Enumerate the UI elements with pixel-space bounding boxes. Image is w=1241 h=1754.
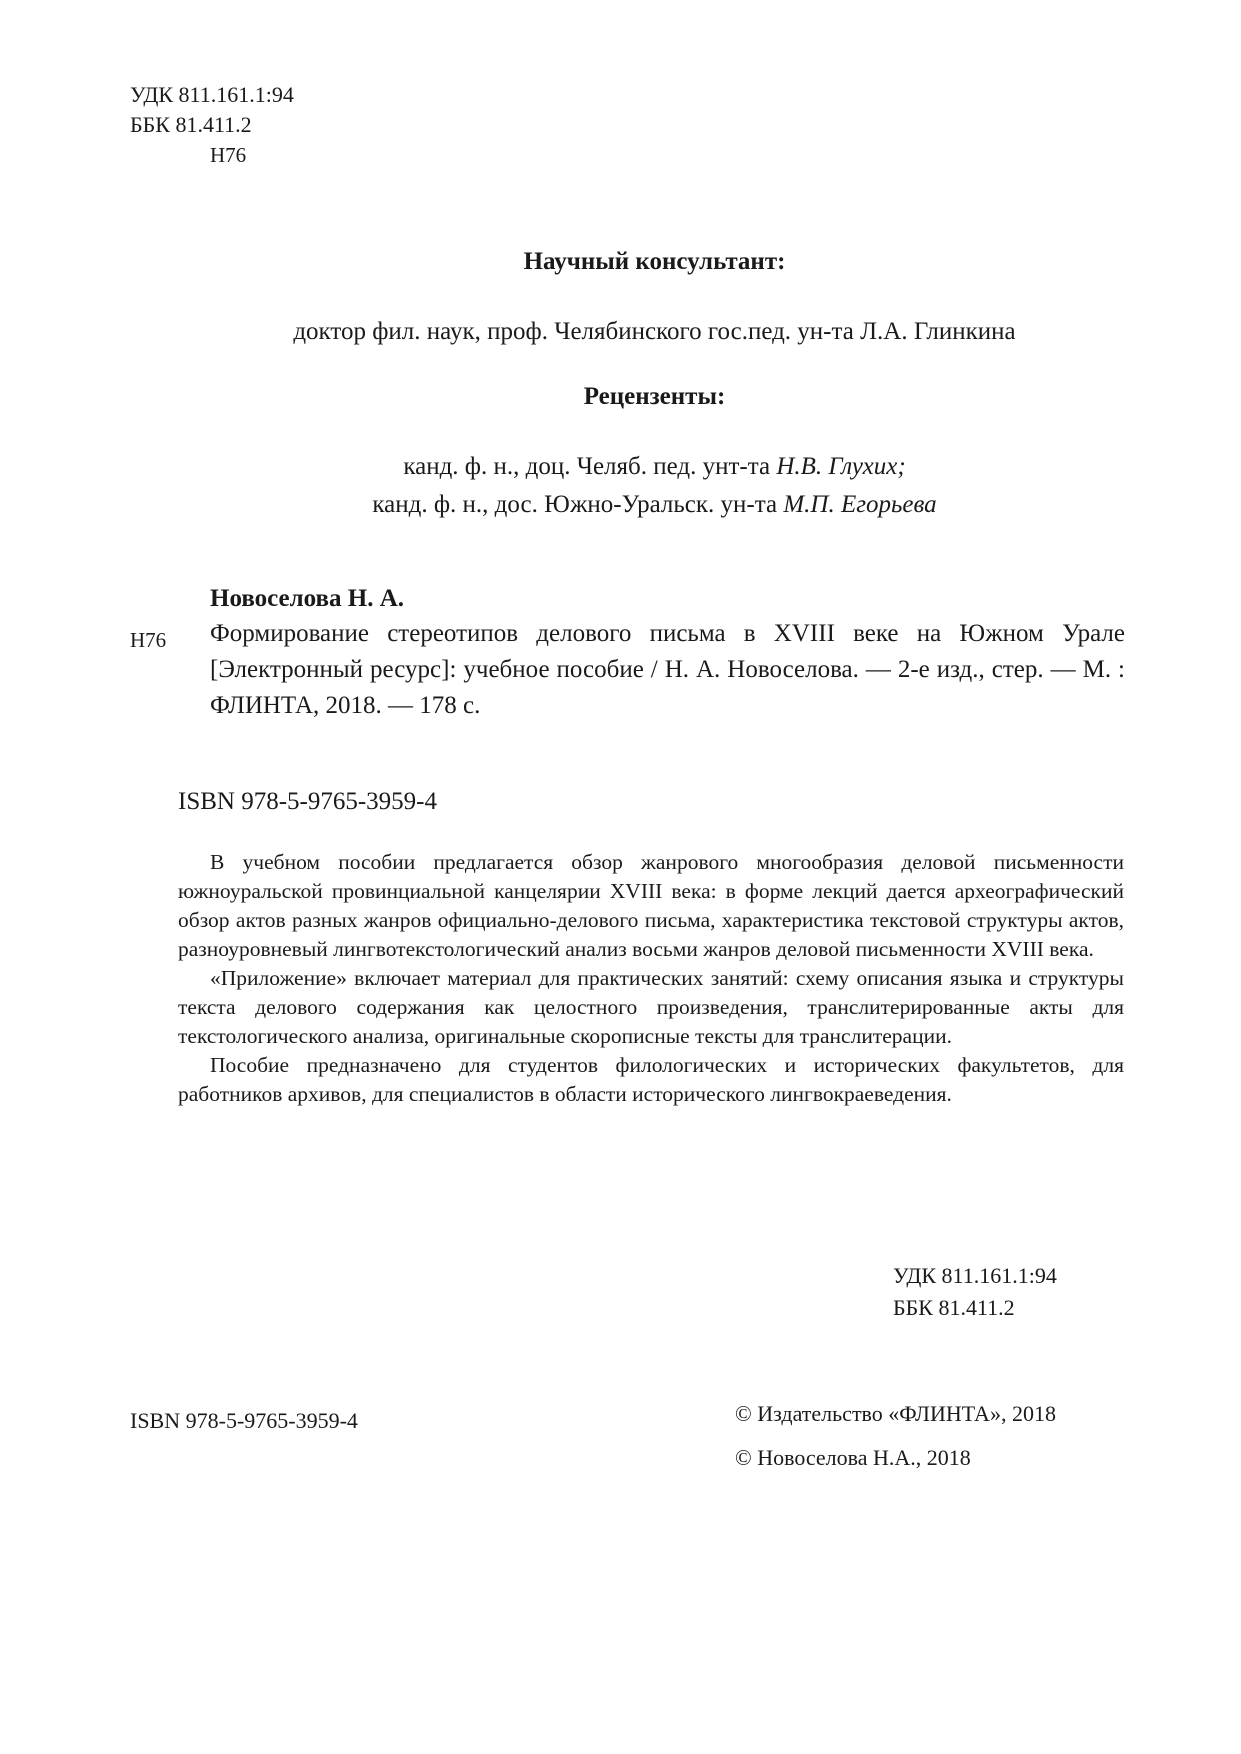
footer-bbk-code: ББК 81.411.2 — [893, 1295, 1015, 1320]
bibliographic-description: Формирование стереотипов делового письма в XVIII веке на Южном Урале [Электронный ресурс]: учебное пособие / Н. А. Новоселова. — 2-е изд., стер. — М. : ФЛИНТА, 2018. — 178 с. — [210, 620, 1125, 719]
reviewer-line — [68, 486, 1241, 524]
bibliography-index-code: Н76 — [130, 628, 167, 652]
reviewer-affiliation: канд. ф. н., дос. Южно-Уральск. ун-та — [372, 491, 784, 518]
footer-isbn: ISBN 978-5-9765-3959-4 — [130, 1408, 358, 1433]
classification-codes — [130, 80, 294, 170]
bbk-code: ББК 81.411.2 — [130, 112, 252, 137]
consultant-text: доктор фил. наук, проф. Челябинского гос.пед. ун-та Л.А. Глинкина — [293, 318, 1016, 345]
reviewers-heading: Рецензенты: — [583, 383, 726, 410]
isbn: ISBN 978-5-9765-3959-4 — [178, 788, 438, 815]
consultant-heading: Научный консультант: — [523, 248, 786, 275]
reviewer-affiliation: канд. ф. н., доц. Челяб. пед. унт-та — [403, 453, 777, 480]
abstract-paragraph: «Приложение» включает материал для практических занятий: схему описания языка и структуры текста делового содержания как целостного произведения, транслитерированные акты для текстологического анализа, оригинальные скорописные тексты для транслитерации. — [178, 966, 1124, 1048]
copyright-author: © Новоселова Н.А., 2018 — [735, 1445, 971, 1470]
abstract — [178, 848, 1124, 1109]
abstract-paragraph: Пособие предназначено для студентов филологических и исторических факультетов, для работников архивов, для специалистов в области исторического лингвокраеведения. — [178, 1053, 1124, 1106]
reviewer-line — [68, 448, 1241, 486]
author-name: Новоселова Н. А. — [210, 585, 405, 612]
reviewers-list — [0, 448, 1241, 524]
author-index-code: Н76 — [210, 143, 247, 167]
reviewer-name: Н.В. Глухих; — [776, 453, 906, 480]
abstract-paragraph: В учебном пособии предлагается обзор жанрового многообразия деловой письменности южноуральской провинциальной канцелярии XVIII века: в форме лекций дается археографический обзор актов разных жанров официально-делового письма, характеристика текстовой структуры актов, разноуровневый лингвотекстологический анализ восьми жанров деловой письменности XVIII века. — [178, 850, 1124, 961]
udk-code: УДК 811.161.1:94 — [130, 82, 294, 107]
footer-classification-codes — [893, 1260, 1057, 1324]
footer-udk-code: УДК 811.161.1:94 — [893, 1263, 1057, 1288]
copyright-publisher: © Издательство «ФЛИНТА», 2018 — [735, 1401, 1056, 1426]
reviewer-name: М.П. Егорьева — [783, 491, 937, 518]
